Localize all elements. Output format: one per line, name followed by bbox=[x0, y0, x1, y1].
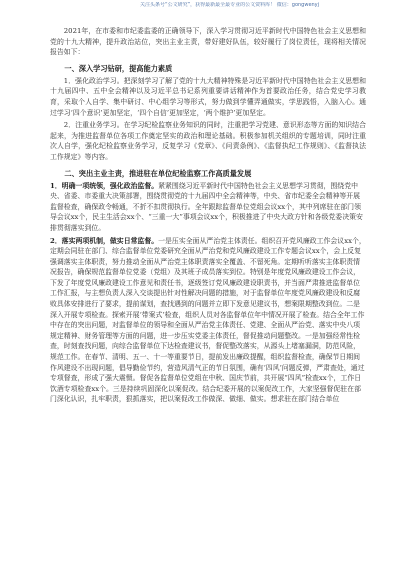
section-1-item-1: 1．强化政治学习。把深刻学习了解了党的十九大精神特殊是习近平新时代中国特色社会主义思想和十九届四中、五中全会精神以及习近平总书记系列重要讲话精神作为首要政治任务，结合党史学习教育，采取个人自学、集中研讨、中心组学习等形式，努力做到学懂弄通做实，学思践悟，入脑入心。通过学习‘四个意识’更加坚定，‘四个自信’更加坚定，‘两个维护’更加坚定。 bbox=[50, 76, 366, 117]
section-2-item-1-heading: 1．明确一项统领，强化政治监督。 bbox=[50, 181, 159, 190]
section-1-title: 一、深入学习钻研，提高能力素质 bbox=[64, 63, 173, 73]
header-banner: 关注头条号“公文研究”，获得最新最全最专业的公文资料库！ 微信：gongwenyj bbox=[140, 2, 320, 8]
section-1-item-2: 2．注重业务学习。在学习纪检监察业务知识的同时，注重把学习党建、意识形态等方面的知识结合起来，为推进监督单位各项工作奠定坚实的政治和理论基础。积极参加机关组织的专题培训，同时注重次人自学，强化纪检监察业务学习，反复学习《党章》、《问责条例》、《监督执纪工作规则》、《监督执法工作规定》等内容。 bbox=[50, 121, 366, 161]
document-body bbox=[50, 26, 366, 405]
section-2-item-2-text: 一是压实全面从严治党主体责任。组织召开党风廉政工作会议xx个，定期会同驻在部门、综合监督单位党委研究全面从严治党和党风廉政建设工作专题会议xx个，会上反复强调落实主体职责，努力推动全面从严治党主体职责落实全覆盖、不留死角。定期听听落实主体职责情况报告，确保规范监督单位党委（党组）及其班子成员落实到位。特别是年度党风廉政建设工作会议，下发了年度党风廉政建设工作意见和责任书，逐级签订党风廉政建设职责书，并当面严肃推进监督单位工作汇报，与主想负责人深入交谈提出针对性解决问题的措施，对于监督单位年度党风廉政建设和反腐败具体安排进行了要求，提前谋划，查找遇到的问题并立即下发意见建议书，想案限期整改到位。二是深入开展专项检查。探索开展‘带案式’检查，组织人员对各监督单位年中情况开展了检查。结合全年工作中存在的突出问题，对监督单位的领导和全面从严治党主体责任、党建、全面从严治党、落实中央八项规定精神、财务管理等方面的问题，进一步压实党委主体责任，督促推动问题整改。一是加强经常性检查，时刻查找问题，向综合监督单位下达检查建议书，督促整改落实，从源头上堵塞漏洞，防范风险，规范工作。在春节、清明、五一、十一等重要节日，提前发出廉政提醒，组织监督检查，确保节日期间作风建设不出现问题，倡导勤俭节约，营造风清气正的节日氛围，确有‘四风’问题反弹，严肃查处，通过专项督查，形成了强大震慑。督促各监督单位党组在中秋、国庆节前，共开展“四风”检查xx个，工作日饮酒专项检查xx个。三是持续巩固深化以案促改。结合纪委开展的以案促改工作，大家坚强督促驻在部门深化认识，扎牢职责，狠抓落实，把以案促改工作做深、做细、做实。想求驻在部门结合单位 bbox=[50, 236, 366, 404]
section-2-item-1-text: 紧紧围绕习近平新时代中国特色社会主义思想学习贯彻，围绕党中央、省委、市委重大决策部署，围绕贯彻党的十九届四中全会精神等，中央、省市纪委全会精神等开展监督检查，确保政令畅通，不折不扣贯彻执行。全年跟踪监督单位党组会议xx个，其中列席驻在部门领导会议xx个，民主生活会xx个、“三重一大”事项会议xx个，积极推进了中央大政方针和各级党委决策安排贯彻落实到位。 bbox=[50, 181, 363, 232]
intro-paragraph: 2021年，在市委和市纪委监委的正确领导下，深入学习贯彻习近平新时代中国特色社会主义思想和党的十九大精神，提升政治站位，突出主业主责，带好建好队伍，较好履行了岗位责任，现将相关情况报告如下： bbox=[50, 27, 366, 57]
section-2-item-2-heading: 2．落实两项机制，做实日常监督。 bbox=[50, 236, 159, 245]
section-2-title: 二、突出主业主责，推进驻在单位纪检监察工作高质量发展 bbox=[64, 168, 252, 178]
